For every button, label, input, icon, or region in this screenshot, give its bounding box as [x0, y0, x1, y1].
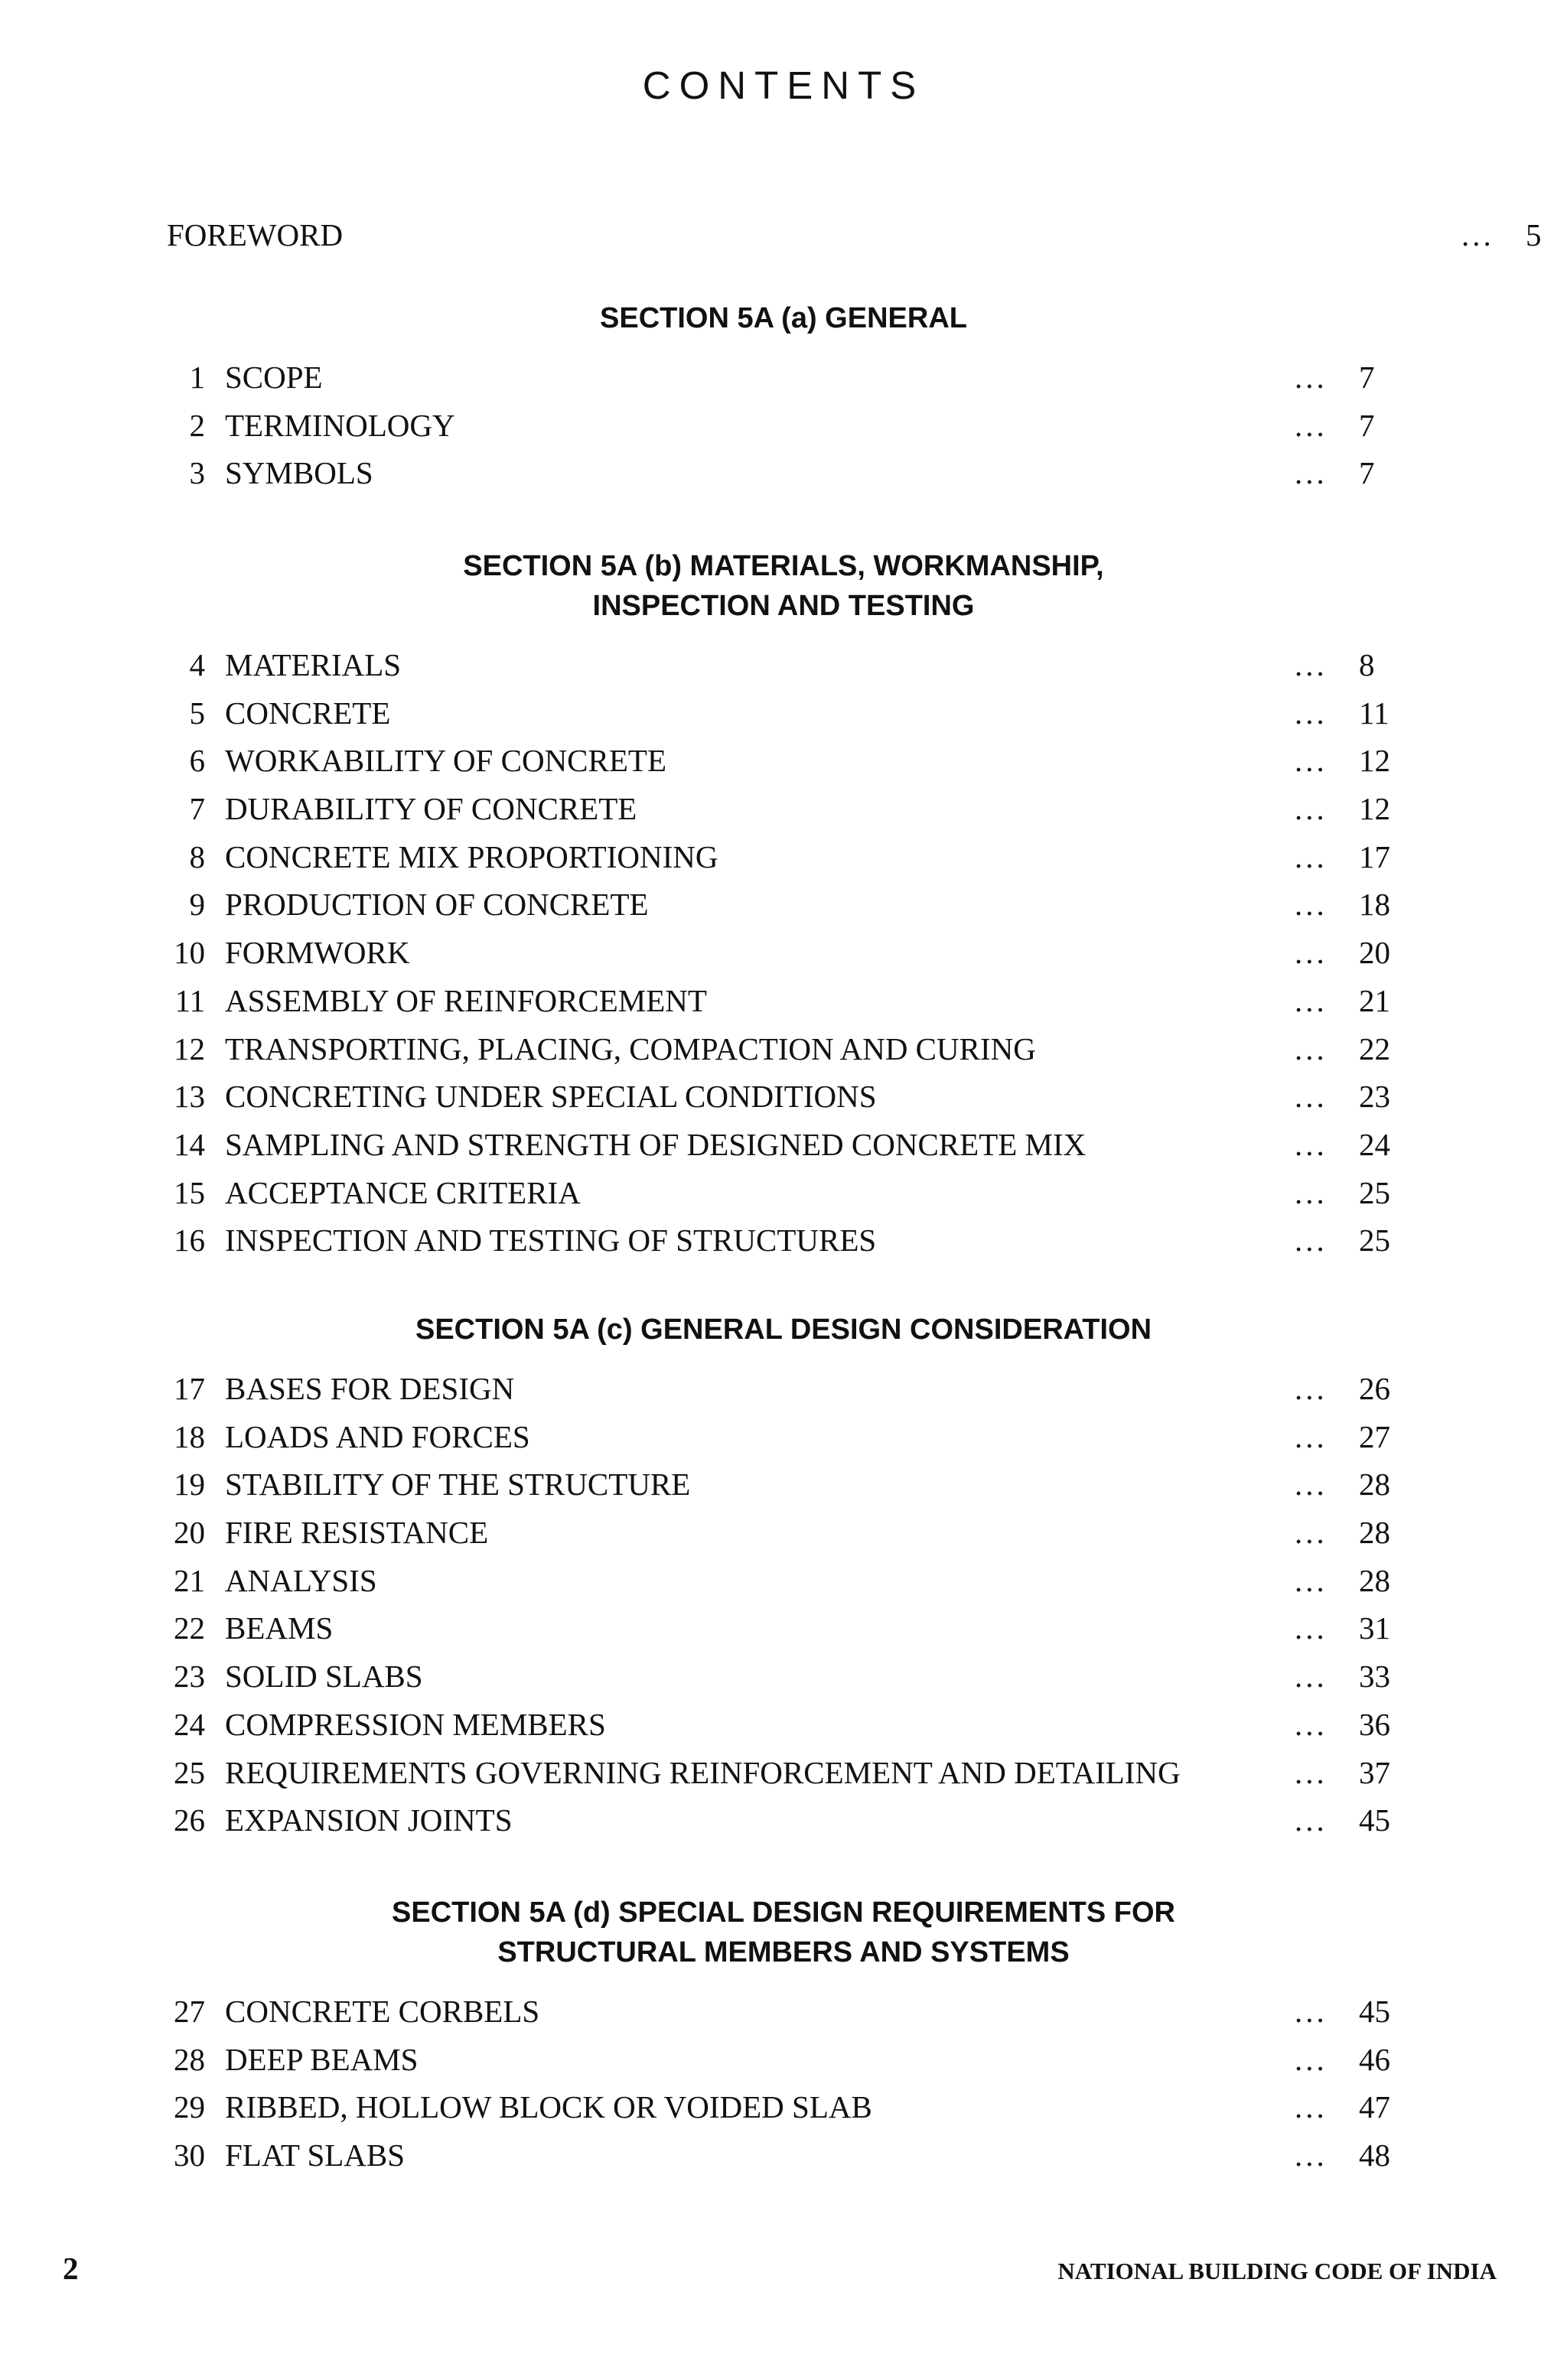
- section-heading-line-1: SECTION 5A (b) MATERIALS, WORKMANSHIP,: [463, 550, 1104, 582]
- leader-dots: ...: [1295, 1802, 1328, 1838]
- entry-title: SOLID SLABS: [225, 1659, 423, 1695]
- leader-dots: ...: [1295, 2089, 1328, 2125]
- entry-title: LOADS AND FORCES: [225, 1418, 530, 1454]
- section-heading-line-2: INSPECTION AND TESTING: [592, 590, 975, 622]
- page-number: 21: [1359, 982, 1390, 1018]
- page-number: 47: [1359, 2089, 1390, 2125]
- page-number: 8: [1359, 647, 1375, 682]
- entry-title: MATERIALS: [225, 647, 402, 682]
- entry-number: 17: [174, 1371, 205, 1406]
- leader-dots: ...: [1295, 360, 1328, 395]
- leader-dots: ...: [1295, 887, 1328, 923]
- leader-dots: ...: [1295, 1467, 1328, 1503]
- leader-dots: ...: [1295, 1126, 1328, 1162]
- entry-number: 14: [174, 1126, 205, 1162]
- toc-entry: [0, 1025, 1567, 1073]
- leader-dots: ...: [1295, 2137, 1328, 2173]
- toc-entry: [0, 1988, 1567, 2036]
- leader-dots: ...: [1295, 1174, 1328, 1210]
- entry-title: ANALYSIS: [225, 1562, 377, 1598]
- page-number: 22: [1359, 1030, 1390, 1066]
- toc-entry: [0, 1365, 1567, 1413]
- page-number: 28: [1359, 1515, 1390, 1551]
- entry-number: 16: [174, 1223, 205, 1258]
- entry-title: TRANSPORTING, PLACING, COMPACTION AND CURING: [225, 1030, 1036, 1066]
- page-number: 33: [1359, 1659, 1390, 1695]
- entry-title: FLAT SLABS: [225, 2137, 406, 2173]
- page-number: 23: [1359, 1079, 1390, 1115]
- toc-entry: [0, 977, 1567, 1025]
- toc-entry: [0, 833, 1567, 881]
- entry-title: SYMBOLS: [225, 455, 373, 491]
- entry-number: 3: [189, 455, 205, 491]
- page-number: 25: [1359, 1223, 1390, 1258]
- page-number: 12: [1359, 791, 1390, 827]
- section-d: [0, 1893, 1567, 2180]
- toc-entry: [0, 1169, 1567, 1217]
- leader-dots: ...: [1295, 1079, 1328, 1115]
- entry-number: 20: [174, 1515, 205, 1551]
- section-heading: SECTION 5A (a) GENERAL: [600, 302, 967, 334]
- toc-entry: [0, 689, 1567, 737]
- leader-dots: ...: [1295, 982, 1328, 1018]
- leader-dots: ...: [1295, 791, 1328, 827]
- page-number: 17: [1359, 838, 1390, 874]
- toc-entry: [0, 2131, 1567, 2180]
- entry-number: 9: [189, 887, 205, 923]
- section-a: [0, 298, 1567, 497]
- page-number: 7: [1359, 360, 1375, 395]
- entry-number: 19: [174, 1467, 205, 1503]
- entry-number: 5: [189, 695, 205, 731]
- leader-dots: ...: [1295, 455, 1328, 491]
- entry-title: DURABILITY OF CONCRETE: [225, 791, 637, 827]
- toc-entry: [0, 785, 1567, 833]
- page-number: 26: [1359, 1371, 1390, 1406]
- entry-number: 15: [174, 1174, 205, 1210]
- footer-publication-title: NATIONAL BUILDING CODE OF INDIA: [1057, 2258, 1497, 2284]
- page-number: 25: [1359, 1174, 1390, 1210]
- entry-number: 11: [174, 982, 205, 1018]
- entry-number: 23: [174, 1659, 205, 1695]
- entry-title: FORMWORK: [225, 935, 410, 971]
- leader-dots: ...: [1295, 1371, 1328, 1406]
- toc-entry: [0, 929, 1567, 977]
- toc-entry: [0, 2083, 1567, 2131]
- toc-entry: [0, 1216, 1567, 1265]
- page-number: 27: [1359, 1418, 1390, 1454]
- toc-entry: [0, 449, 1567, 497]
- leader-dots: ...: [1295, 407, 1328, 443]
- leader-dots: ...: [1295, 935, 1328, 971]
- entry-title: STABILITY OF THE STRUCTURE: [225, 1467, 691, 1503]
- page-title: CONTENTS: [642, 63, 925, 107]
- page-number: 7: [1359, 455, 1375, 491]
- leader-dots: ...: [1295, 1418, 1328, 1454]
- entry-title: RIBBED, HOLLOW BLOCK OR VOIDED SLAB: [225, 2089, 872, 2125]
- toc-entries: [0, 641, 1567, 1265]
- page-number: 37: [1359, 1754, 1390, 1790]
- entry-title: CONCRETING UNDER SPECIAL CONDITIONS: [225, 1079, 877, 1115]
- entry-title: SAMPLING AND STRENGTH OF DESIGNED CONCRETE MIX: [225, 1126, 1086, 1162]
- leader-dots: ...: [1461, 217, 1494, 252]
- toc-entry: [0, 353, 1567, 402]
- toc-entry: [0, 881, 1567, 929]
- leader-dots: ...: [1295, 1706, 1328, 1742]
- entry-number: 4: [189, 647, 205, 682]
- entry-number: 18: [174, 1418, 205, 1454]
- entry-title: ACCEPTANCE CRITERIA: [225, 1174, 581, 1210]
- toc-entry: [0, 1796, 1567, 1844]
- leader-dots: ...: [1295, 1562, 1328, 1598]
- leader-dots: ...: [1295, 838, 1328, 874]
- entry-title: CONCRETE: [225, 695, 391, 731]
- entry-title: BASES FOR DESIGN: [225, 1371, 515, 1406]
- entry-number: 30: [174, 2137, 205, 2173]
- leader-dots: ...: [1295, 1610, 1328, 1646]
- foreword-entry: [167, 211, 1542, 259]
- entry-title: EXPANSION JOINTS: [225, 1802, 513, 1838]
- page-number: 12: [1359, 743, 1390, 779]
- entry-number: 28: [174, 2041, 205, 2077]
- page-number: 7: [1359, 407, 1375, 443]
- entry-number: 6: [189, 743, 205, 779]
- page-number: 45: [1359, 1994, 1390, 2029]
- page-number: 28: [1359, 1562, 1390, 1598]
- page-number: 36: [1359, 1706, 1390, 1742]
- entry-title: INSPECTION AND TESTING OF STRUCTURES: [225, 1223, 877, 1258]
- entry-title: SCOPE: [225, 360, 323, 395]
- leader-dots: ...: [1295, 647, 1328, 682]
- footer-page-number: 2: [63, 2251, 79, 2286]
- page-number: 20: [1359, 935, 1390, 971]
- page-number: 46: [1359, 2041, 1390, 2077]
- section-heading-line-2: STRUCTURAL MEMBERS AND SYSTEMS: [497, 1936, 1070, 1968]
- toc-entry: [0, 1652, 1567, 1701]
- toc-entry: [0, 1557, 1567, 1605]
- entry-number: 7: [189, 791, 205, 827]
- leader-dots: ...: [1295, 1659, 1328, 1695]
- page-number: 31: [1359, 1610, 1390, 1646]
- toc-entry: [0, 1460, 1567, 1509]
- entry-number: 25: [174, 1754, 205, 1790]
- entry-title: REQUIREMENTS GOVERNING REINFORCEMENT AND DETAILING: [225, 1754, 1181, 1790]
- entry-title: WORKABILITY OF CONCRETE: [225, 743, 667, 779]
- entry-number: 26: [174, 1802, 205, 1838]
- entry-number: 8: [189, 838, 205, 874]
- page-number: 24: [1359, 1126, 1390, 1162]
- entry-number: 27: [174, 1994, 205, 2029]
- entry-title: FIRE RESISTANCE: [225, 1515, 489, 1551]
- entry-number: 10: [174, 935, 205, 971]
- leader-dots: ...: [1295, 1030, 1328, 1066]
- page-number: 11: [1359, 695, 1389, 731]
- toc-entry: [0, 2036, 1567, 2084]
- entry-title: CONCRETE MIX PROPORTIONING: [225, 838, 718, 874]
- toc-entry: [0, 1073, 1567, 1121]
- page-number: 45: [1359, 1802, 1390, 1838]
- page-number: 18: [1359, 887, 1390, 923]
- leader-dots: ...: [1295, 1223, 1328, 1258]
- entry-title: DEEP BEAMS: [225, 2041, 419, 2077]
- entry-number: 13: [174, 1079, 205, 1115]
- entry-title: BEAMS: [225, 1610, 334, 1646]
- leader-dots: ...: [1295, 1754, 1328, 1790]
- toc-entries: [0, 1365, 1567, 1844]
- page-number: 5: [1526, 217, 1542, 252]
- toc-entry: [0, 1121, 1567, 1169]
- toc-entry: [0, 737, 1567, 785]
- page-number: 28: [1359, 1467, 1390, 1503]
- entry-title: ASSEMBLY OF REINFORCEMENT: [225, 982, 707, 1018]
- toc-entry: [0, 1413, 1567, 1461]
- toc-entry: [0, 1604, 1567, 1652]
- toc-entry: [0, 1701, 1567, 1749]
- section-heading-line-1: SECTION 5A (d) SPECIAL DESIGN REQUIREMENTS FOR: [392, 1897, 1175, 1929]
- entry-number: 29: [174, 2089, 205, 2125]
- entry-title: COMPRESSION MEMBERS: [225, 1706, 606, 1742]
- toc-entries: [0, 1988, 1567, 2180]
- section-b: [0, 546, 1567, 1265]
- leader-dots: ...: [1295, 1515, 1328, 1551]
- entry-number: 24: [174, 1706, 205, 1742]
- toc-entry: [0, 402, 1567, 450]
- entry-number: 21: [174, 1562, 205, 1598]
- entry-number: 12: [174, 1030, 205, 1066]
- foreword-label: FOREWORD: [167, 217, 344, 252]
- leader-dots: ...: [1295, 1994, 1328, 2029]
- toc-entry: [0, 1749, 1567, 1797]
- leader-dots: ...: [1295, 695, 1328, 731]
- entry-title: TERMINOLOGY: [225, 407, 455, 443]
- section-heading: SECTION 5A (c) GENERAL DESIGN CONSIDERATION: [415, 1314, 1152, 1346]
- entry-title: PRODUCTION OF CONCRETE: [225, 887, 649, 923]
- section-c: [0, 1310, 1567, 1844]
- toc-entry: [0, 641, 1567, 689]
- toc-entry: [0, 1509, 1567, 1557]
- toc-entries: [0, 353, 1567, 497]
- leader-dots: ...: [1295, 743, 1328, 779]
- leader-dots: ...: [1295, 2041, 1328, 2077]
- page-number: 48: [1359, 2137, 1390, 2173]
- entry-number: 22: [174, 1610, 205, 1646]
- entry-title: CONCRETE CORBELS: [225, 1994, 540, 2029]
- entry-number: 1: [189, 360, 205, 395]
- entry-number: 2: [189, 407, 205, 443]
